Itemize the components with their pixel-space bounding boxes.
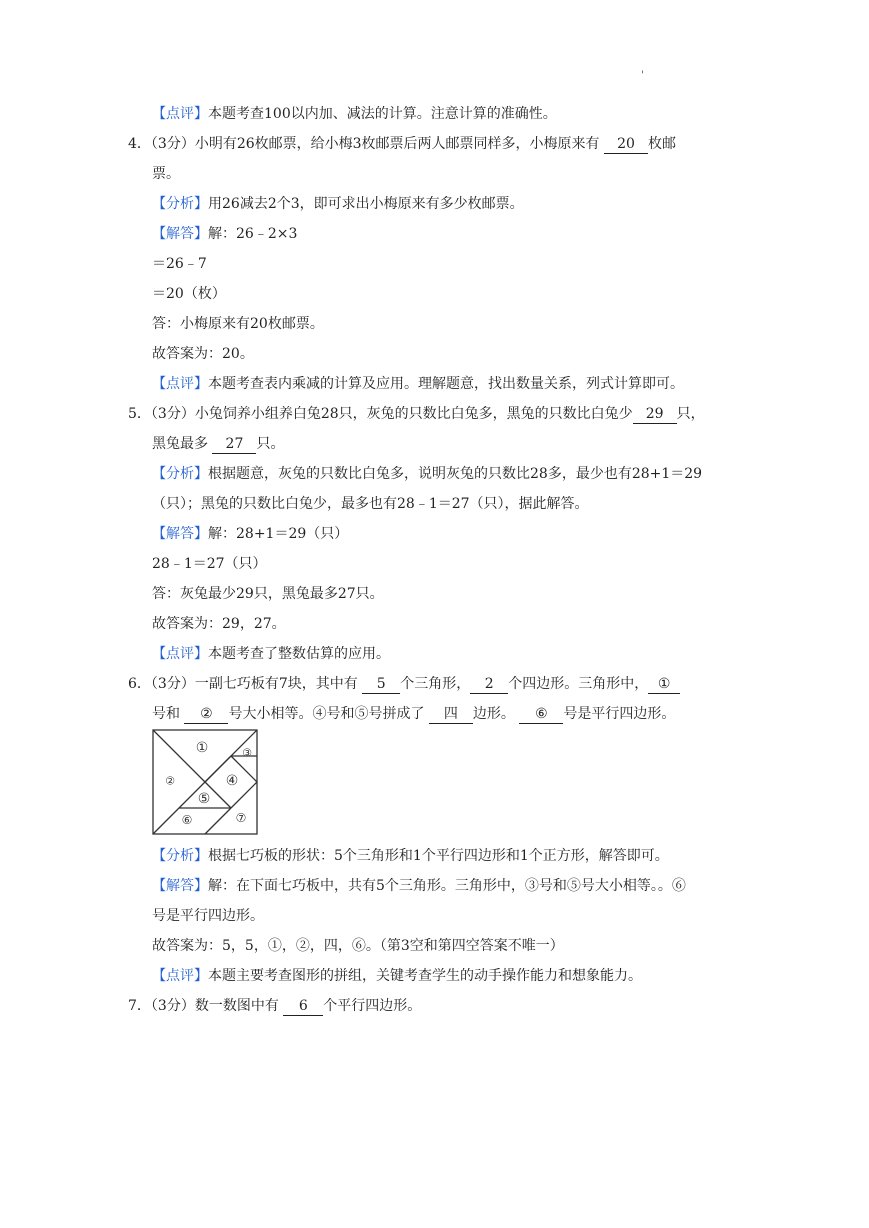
- tangram-figure: [152, 729, 258, 835]
- review-tag: 【点评】: [152, 646, 208, 662]
- question-number: 6．: [128, 676, 151, 692]
- answer-blank: 27: [212, 435, 256, 454]
- q7-stem: [128, 996, 421, 1016]
- stem-text: 个平行四边形。: [323, 998, 422, 1014]
- q5-stem-line2: [152, 434, 284, 454]
- q4-review: [152, 374, 684, 394]
- review-tag: 【点评】: [152, 968, 208, 984]
- stem-text: 号是平行四边形。: [563, 706, 676, 722]
- analysis-tag: 【分析】: [152, 848, 208, 864]
- q5-review: [152, 644, 390, 664]
- q6-analysis: [152, 846, 669, 866]
- q4-solution-3: ＝20（枚）: [152, 286, 226, 302]
- piece-label: ④: [225, 773, 239, 789]
- review-text: 本题考查了整数估算的应用。: [208, 646, 390, 662]
- q5-solution-2: 28﹣1＝27（只）: [152, 556, 267, 572]
- stem-text: 个三角形，: [400, 676, 471, 692]
- review-text: 本题主要考查图形的拼组，关键考查学生的动手操作能力和想象能力。: [208, 968, 642, 984]
- stem-text: 号和: [152, 706, 180, 722]
- solution-tag: 【解答】: [152, 878, 208, 894]
- q4-solution-4: 答：小梅原来有20枚邮票。: [152, 316, 324, 332]
- answer-blank: ⑥: [519, 705, 563, 724]
- answer-blank: 5: [362, 675, 400, 694]
- piece-label: ⑤: [197, 791, 211, 807]
- analysis-text: 用26减去2个3，即可求出小梅原来有多少枚邮票。: [208, 196, 524, 212]
- analysis-tag: 【分析】: [152, 466, 208, 482]
- q4-solution-2: ＝26﹣7: [152, 256, 207, 272]
- q5-solution-1: [152, 524, 348, 544]
- tangram-edge: [153, 730, 205, 782]
- solution-text: 解：28+1＝29（只）: [208, 526, 349, 542]
- answer-blank: 2: [470, 675, 508, 694]
- q5-stem-line1: [128, 404, 705, 424]
- answer-blank: ②: [184, 705, 228, 724]
- piece-label: ⑦: [235, 811, 247, 825]
- q5-solution-3: 答：灰兔最少29只，黑兔最多27只。: [152, 586, 384, 602]
- q5-analysis-1: [152, 464, 702, 484]
- q6-solution-2: 号是平行四边形。: [152, 908, 264, 924]
- stem-text: 枚邮: [648, 136, 677, 152]
- question-number: 5．: [128, 406, 151, 422]
- stem-text: （3分）小兔饲养小组养白兔28只，灰兔的只数比白兔多，黑兔的只数比白兔少: [150, 406, 633, 422]
- q6-stem-line2: [152, 704, 675, 724]
- q6-solution-1: [152, 876, 686, 896]
- q4-analysis: [152, 194, 524, 214]
- q4-stem-line1: [128, 134, 676, 154]
- solution-text: 解：26﹣2×3: [208, 226, 298, 242]
- question-number: 7．: [128, 998, 151, 1014]
- stem-text: 个四边形。三角形中，: [508, 676, 649, 692]
- stem-text: （3分）小明有26枚邮票，给小梅3枚邮票后两人邮票同样多，小梅原来有: [150, 136, 600, 152]
- piece-label: ②: [165, 774, 175, 788]
- q4-solution-1: [152, 224, 297, 244]
- tangram-edge: [205, 808, 231, 834]
- stem-text: 只，: [676, 406, 705, 422]
- q6-answer: 故答案为：5，5，①，②，四，⑥。（第3空和第四空答案不唯一）: [152, 938, 564, 954]
- review-tag: 【点评】: [152, 376, 208, 392]
- stem-text: 号大小相等。④号和⑤号拼成了: [228, 706, 425, 722]
- review-text: 本题考查100以内加、减法的计算。注意计算的准确性。: [208, 106, 557, 122]
- solution-tag: 【解答】: [152, 226, 208, 242]
- q5-answer: 故答案为：29，27。: [152, 616, 286, 632]
- q6-review: [152, 966, 642, 986]
- answer-blank: 20: [604, 135, 648, 154]
- review-tag: 【点评】: [152, 106, 208, 122]
- piece-label: ①: [195, 740, 209, 756]
- header-mark: ': [641, 70, 644, 81]
- stem-text: （3分）一副七巧板有7块，其中有: [150, 676, 358, 692]
- q4-stem-line2: 票。: [152, 166, 180, 182]
- q6-stem-line1: [128, 674, 680, 694]
- q3-review: [152, 104, 557, 124]
- analysis-tag: 【分析】: [152, 196, 208, 212]
- stem-text: （3分）数一数图中有: [150, 998, 279, 1014]
- analysis-text: 根据题意，灰兔的只数比白兔多，说明灰兔的只数比28多，最少也有28+1＝29: [208, 466, 703, 482]
- q4-answer: 故答案为：20。: [152, 346, 254, 362]
- answer-blank: 6: [283, 997, 323, 1016]
- answer-blank: 四: [429, 705, 473, 724]
- piece-label: ⑥: [181, 813, 193, 827]
- solution-tag: 【解答】: [152, 526, 208, 542]
- piece-label: ③: [242, 746, 252, 760]
- solution-text: 解：在下面七巧板中，共有5个三角形。三角形中，③号和⑤号大小相等。。⑥: [208, 878, 686, 894]
- answer-blank: ①: [648, 675, 680, 694]
- stem-text: 只。: [256, 436, 285, 452]
- stem-text: 黑兔最多: [152, 436, 208, 452]
- analysis-text: 根据七巧板的形状：5个三角形和1个平行四边形和1个正方形，解答即可。: [208, 848, 669, 864]
- stem-text: 边形。: [472, 706, 515, 722]
- question-number: 4．: [128, 136, 151, 152]
- answer-blank: 29: [633, 405, 677, 424]
- q5-analysis-2: （只）；黑兔的只数比白兔少，最多也有28﹣1＝27（只），据此解答。: [152, 496, 589, 512]
- review-text: 本题考查表内乘减的计算及应用。理解题意，找出数量关系，列式计算即可。: [208, 376, 684, 392]
